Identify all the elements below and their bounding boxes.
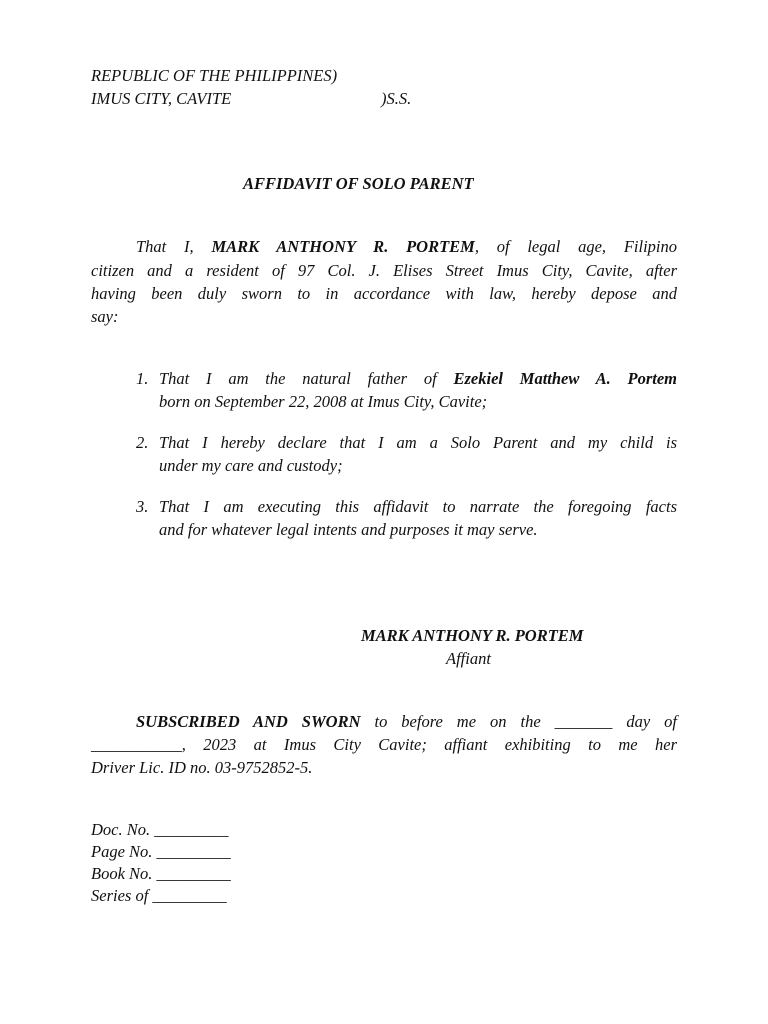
item-1-line-2: born on September 22, 2008 at Imus City, Cavite;: [159, 392, 488, 411]
item-2-line-2: under my care and custody;: [159, 456, 343, 475]
item-3-line-1: That I am executing this affidavit to narrate the foregoing facts: [159, 497, 677, 516]
item-number: 2.: [136, 433, 149, 452]
signature-name: MARK ANTHONY R. PORTEM: [361, 626, 584, 645]
item-1-text: That I am the natural father of: [159, 369, 437, 388]
book-no: Book No. _________: [91, 864, 231, 883]
jurat-line-1-rest: to before me on the _______ day of: [374, 712, 677, 731]
venue-line-1: REPUBLIC OF THE PHILIPPINES): [91, 66, 338, 85]
page-no: Page No. _________: [91, 842, 231, 861]
jurat-bold: SUBSCRIBED AND SWORN: [136, 712, 361, 731]
venue-ss: )S.S.: [381, 89, 412, 108]
signature-role: Affiant: [446, 649, 491, 668]
child-name: Ezekiel Matthew A. Portem: [453, 369, 677, 388]
item-number: 1.: [136, 369, 149, 388]
intro-line-4: say:: [91, 307, 119, 326]
item-3-line-2: and for whatever legal intents and purposes it may serve.: [159, 520, 538, 539]
item-1-line-1: [159, 369, 677, 389]
intro-line-3: having been duly sworn to in accordance with law, hereby depose and: [91, 284, 677, 303]
intro-line-2: citizen and a resident of 97 Col. J. Elises Street Imus City, Cavite, after: [91, 261, 677, 280]
jurat-line-2: ___________, 2023 at Imus City Cavite; affiant exhibiting to me her: [91, 735, 677, 754]
intro-part-2: , of legal age, Filipino: [474, 237, 677, 256]
doc-no: Doc. No. _________: [91, 820, 229, 839]
item-2-line-1: That I hereby declare that I am a Solo Parent and my child is: [159, 433, 677, 452]
item-number: 3.: [136, 497, 149, 516]
document-title: AFFIDAVIT OF SOLO PARENT: [243, 174, 474, 193]
jurat-line-1: [136, 712, 677, 732]
intro-part-1: That I,: [136, 237, 194, 256]
affiant-name: MARK ANTHONY R. PORTEM: [211, 237, 475, 256]
intro-line-1: [136, 237, 677, 257]
venue-line-2: IMUS CITY, CAVITE: [91, 89, 232, 108]
series-of: Series of _________: [91, 886, 227, 905]
jurat-line-3: Driver Lic. ID no. 03-9752852-5.: [91, 758, 313, 777]
